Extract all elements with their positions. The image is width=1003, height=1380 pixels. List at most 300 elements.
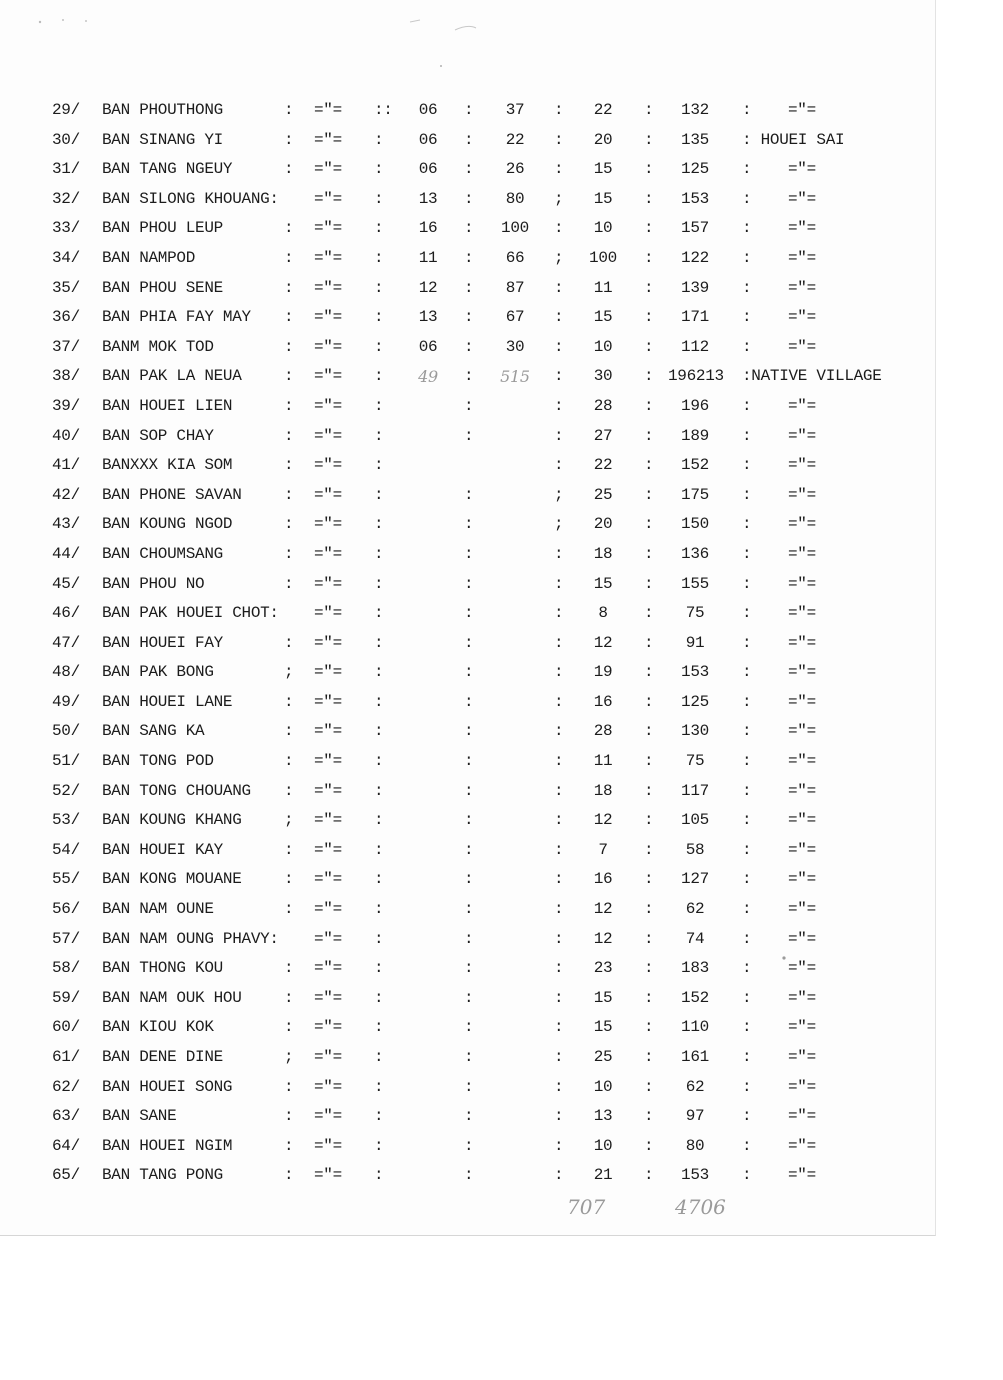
separator: : bbox=[374, 219, 384, 238]
row-number: 59/ bbox=[52, 988, 80, 1007]
value-col-4: 153 bbox=[681, 663, 709, 682]
ditto-mark: ="= bbox=[788, 544, 816, 563]
ditto-mark: ="= bbox=[314, 426, 342, 445]
ditto-mark: ="= bbox=[788, 870, 816, 889]
separator-note: : bbox=[742, 840, 752, 859]
separator: : bbox=[284, 959, 294, 978]
separator: : bbox=[644, 1136, 654, 1155]
separator: : bbox=[374, 544, 384, 563]
value-col-3: 11 bbox=[593, 278, 613, 297]
separator: : bbox=[464, 663, 474, 682]
village-name: BAN THONG KOU bbox=[102, 959, 223, 978]
village-name: BAN KONG MOUANE bbox=[102, 870, 242, 889]
separator: : bbox=[554, 633, 564, 652]
speck bbox=[39, 21, 41, 23]
ditto-mark: ="= bbox=[788, 515, 816, 534]
separator: : bbox=[644, 396, 654, 415]
value-col-4: 91 bbox=[685, 633, 705, 652]
separator-note: : bbox=[742, 278, 752, 297]
village-name: BAN DENE DINE bbox=[102, 1048, 223, 1066]
table-row bbox=[48, 275, 928, 305]
separator: ; bbox=[284, 663, 294, 682]
separator: : bbox=[284, 426, 294, 445]
separator: : bbox=[374, 840, 384, 859]
ditto-mark: ="= bbox=[314, 692, 342, 711]
ditto-mark: ="= bbox=[788, 189, 816, 208]
table-row bbox=[48, 630, 928, 660]
separator: : bbox=[284, 633, 294, 652]
separator: : bbox=[284, 1166, 294, 1185]
village-name: BAN HOUEI NGIM bbox=[102, 1136, 233, 1155]
value-col-3: 15 bbox=[593, 1018, 613, 1037]
separator: : bbox=[464, 900, 474, 919]
value-col-3: 15 bbox=[593, 574, 613, 593]
row-number: 31/ bbox=[52, 160, 80, 179]
ditto-mark: ="= bbox=[314, 722, 342, 741]
village-name: BAN PHONE SAVAN bbox=[102, 485, 242, 504]
ditto-mark: ="= bbox=[314, 811, 342, 830]
village-name: BAN PHOU LEUP bbox=[102, 219, 223, 238]
value-col-4: 157 bbox=[681, 219, 709, 238]
value-col-4: 139 bbox=[681, 278, 709, 297]
separator: : bbox=[644, 870, 654, 889]
village-name: BAN PHOUTHONG bbox=[102, 101, 223, 119]
value-col-2: 87 bbox=[505, 278, 525, 297]
separator-note: : bbox=[742, 1107, 752, 1126]
value-col-4: 155 bbox=[681, 574, 709, 593]
separator: : bbox=[284, 248, 294, 267]
separator-note: : bbox=[742, 160, 752, 179]
separator: : bbox=[464, 130, 474, 149]
row-number: 34/ bbox=[52, 248, 80, 267]
ditto-mark: ="= bbox=[314, 1077, 342, 1096]
separator: : bbox=[644, 308, 654, 327]
village-name: BAN PAK LA NEUA bbox=[102, 367, 242, 386]
ditto-mark: ="= bbox=[314, 929, 342, 948]
ditto-mark: ="= bbox=[314, 515, 342, 534]
value-col-4: 110 bbox=[681, 1018, 709, 1037]
row-number: 40/ bbox=[52, 426, 80, 445]
row-number: 52/ bbox=[52, 781, 80, 800]
separator: : bbox=[464, 1166, 474, 1185]
separator: ; bbox=[554, 189, 564, 208]
separator: : bbox=[374, 515, 384, 534]
separator: : bbox=[374, 811, 384, 830]
ditto-mark: ="= bbox=[314, 367, 342, 386]
separator-note: : bbox=[742, 633, 752, 652]
ditto-mark: ="= bbox=[788, 337, 816, 356]
separator: : bbox=[374, 633, 384, 652]
table-row bbox=[48, 541, 928, 571]
separator-note: : bbox=[742, 781, 752, 800]
separator: : bbox=[464, 722, 474, 741]
separator: : bbox=[554, 663, 564, 682]
table-row bbox=[48, 896, 928, 926]
ditto-mark: ="= bbox=[788, 692, 816, 711]
value-col-4: 122 bbox=[681, 248, 709, 267]
table-row bbox=[48, 778, 928, 808]
separator: : bbox=[554, 308, 564, 327]
value-col-2: 66 bbox=[505, 248, 525, 267]
ditto-mark: ="= bbox=[788, 1166, 816, 1185]
village-name: BAN PAK HOUEI CHOT: bbox=[102, 604, 279, 623]
row-number: 62/ bbox=[52, 1077, 80, 1096]
separator: : bbox=[284, 130, 294, 149]
table-row bbox=[48, 452, 928, 482]
separator-note: : bbox=[742, 1077, 752, 1096]
separator: : bbox=[374, 1136, 384, 1155]
value-col-3: 12 bbox=[593, 929, 613, 948]
separator: : bbox=[644, 426, 654, 445]
table-row bbox=[48, 1103, 928, 1133]
village-name: BAN PAK BONG bbox=[102, 663, 214, 682]
separator-note: : bbox=[742, 959, 752, 978]
table-row bbox=[48, 748, 928, 778]
separator: : bbox=[284, 337, 294, 356]
table-row bbox=[48, 1074, 928, 1104]
separator: : bbox=[284, 900, 294, 919]
ditto-mark: ="= bbox=[788, 604, 816, 623]
table-row bbox=[48, 600, 928, 630]
value-col-3: 27 bbox=[593, 426, 613, 445]
separator: : bbox=[374, 189, 384, 208]
value-col-1: 49 bbox=[418, 367, 438, 387]
separator: : bbox=[644, 663, 654, 682]
ditto-mark: ="= bbox=[314, 1166, 342, 1185]
ditto-mark: ="= bbox=[314, 988, 342, 1007]
separator: : bbox=[464, 278, 474, 297]
ditto-mark: ="= bbox=[788, 1107, 816, 1126]
separator: : bbox=[374, 456, 384, 475]
ditto-mark: ="= bbox=[788, 722, 816, 741]
handwritten-total-a: 707 bbox=[567, 1195, 606, 1219]
village-name: BAN PHOU NO bbox=[102, 574, 205, 593]
ditto-mark: ="= bbox=[788, 781, 816, 800]
table-row bbox=[48, 1133, 928, 1163]
value-col-4: 161 bbox=[681, 1048, 709, 1066]
value-col-4: 196213 bbox=[668, 367, 724, 386]
separator: : bbox=[284, 160, 294, 179]
table-row bbox=[48, 866, 928, 896]
separator: : bbox=[464, 929, 474, 948]
separator-note: : bbox=[742, 337, 752, 356]
separator: : bbox=[554, 692, 564, 711]
separator: : bbox=[644, 781, 654, 800]
value-col-4: 80 bbox=[685, 1136, 705, 1155]
ditto-mark: ="= bbox=[314, 308, 342, 327]
separator: : bbox=[374, 574, 384, 593]
ditto-mark: ="= bbox=[788, 959, 816, 978]
separator: : bbox=[374, 870, 384, 889]
value-col-2: 26 bbox=[505, 160, 525, 179]
value-col-2: 22 bbox=[505, 130, 525, 149]
value-col-2: 80 bbox=[505, 189, 525, 208]
separator-note: : bbox=[742, 1166, 752, 1185]
village-name: BAN SANE bbox=[102, 1107, 177, 1126]
separator: : bbox=[554, 1018, 564, 1037]
village-name: BANXXX KIA SOM bbox=[102, 456, 233, 475]
separator: : bbox=[554, 900, 564, 919]
separator: : bbox=[464, 189, 474, 208]
village-name: BAN HOUEI SONG bbox=[102, 1077, 233, 1096]
separator: : bbox=[374, 663, 384, 682]
row-number: 39/ bbox=[52, 396, 80, 415]
row-number: 53/ bbox=[52, 811, 80, 830]
separator: : bbox=[644, 1107, 654, 1126]
separator: : bbox=[644, 1018, 654, 1037]
separator: : bbox=[554, 722, 564, 741]
separator: : bbox=[284, 1136, 294, 1155]
table-row bbox=[48, 1162, 928, 1192]
ditto-mark: ="= bbox=[788, 456, 816, 475]
ditto-mark: ="= bbox=[314, 485, 342, 504]
table-row bbox=[48, 985, 928, 1015]
row-number: 32/ bbox=[52, 189, 80, 208]
separator: : bbox=[374, 752, 384, 771]
ditto-mark: ="= bbox=[314, 396, 342, 415]
ditto-mark: ="= bbox=[788, 485, 816, 504]
separator: : bbox=[374, 988, 384, 1007]
separator: : bbox=[464, 811, 474, 830]
separator: : bbox=[554, 160, 564, 179]
speck-stroke bbox=[410, 20, 420, 22]
row-number: 55/ bbox=[52, 870, 80, 889]
value-col-3: 11 bbox=[593, 752, 613, 771]
separator: : bbox=[554, 840, 564, 859]
value-col-1: 06 bbox=[418, 160, 438, 179]
separator: : bbox=[554, 337, 564, 356]
value-col-1: 13 bbox=[418, 189, 438, 208]
separator: : bbox=[554, 456, 564, 475]
value-col-1: 06 bbox=[418, 337, 438, 356]
separator: : bbox=[374, 1048, 384, 1066]
value-col-3: 10 bbox=[593, 1077, 613, 1096]
separator-note: : bbox=[742, 1048, 752, 1066]
table-row bbox=[48, 215, 928, 245]
value-col-4: 152 bbox=[681, 988, 709, 1007]
separator: : bbox=[284, 101, 294, 119]
separator: : bbox=[554, 929, 564, 948]
value-col-3: 28 bbox=[593, 396, 613, 415]
separator: : bbox=[554, 101, 564, 119]
row-number: 43/ bbox=[52, 515, 80, 534]
separator: : bbox=[284, 1018, 294, 1037]
value-col-4: 127 bbox=[681, 870, 709, 889]
separator: : bbox=[464, 870, 474, 889]
separator: : bbox=[464, 1048, 474, 1066]
value-col-1: 06 bbox=[418, 130, 438, 149]
separator: : bbox=[644, 604, 654, 623]
value-col-4: 62 bbox=[685, 1077, 705, 1096]
separator: : bbox=[464, 248, 474, 267]
table-row bbox=[48, 659, 928, 689]
ditto-mark: ="= bbox=[788, 988, 816, 1007]
separator: : bbox=[644, 722, 654, 741]
separator-note: : bbox=[742, 870, 752, 889]
separator: ; bbox=[554, 515, 564, 534]
value-col-3: 16 bbox=[593, 692, 613, 711]
separator: : bbox=[464, 308, 474, 327]
separator: : bbox=[464, 574, 474, 593]
separator: : bbox=[374, 160, 384, 179]
separator: : bbox=[284, 1107, 294, 1126]
value-col-4: 136 bbox=[681, 544, 709, 563]
value-col-3: 10 bbox=[593, 219, 613, 238]
row-number: 50/ bbox=[52, 722, 80, 741]
ditto-mark: ="= bbox=[314, 160, 342, 179]
ditto-mark: ="= bbox=[314, 1107, 342, 1126]
value-col-3: 12 bbox=[593, 811, 613, 830]
value-col-4: 130 bbox=[681, 722, 709, 741]
row-number: 35/ bbox=[52, 278, 80, 297]
value-col-3: 20 bbox=[593, 130, 613, 149]
separator-note: : bbox=[742, 1136, 752, 1155]
value-col-2: 100 bbox=[501, 219, 529, 238]
value-col-4: 132 bbox=[681, 101, 709, 119]
separator: : bbox=[644, 811, 654, 830]
ditto-mark: ="= bbox=[788, 248, 816, 267]
village-name: BAN NAM OUNE bbox=[102, 900, 214, 919]
ditto-mark: ="= bbox=[788, 840, 816, 859]
separator: : bbox=[644, 752, 654, 771]
row-number: 42/ bbox=[52, 485, 80, 504]
row-number: 63/ bbox=[52, 1107, 80, 1126]
separator: ; bbox=[554, 485, 564, 504]
value-col-4: 125 bbox=[681, 160, 709, 179]
separator-note: : bbox=[742, 219, 752, 238]
separator: : bbox=[374, 900, 384, 919]
ditto-mark: ="= bbox=[314, 752, 342, 771]
separator-note: : bbox=[742, 722, 752, 741]
separator-note: : bbox=[742, 929, 752, 948]
row-number: 38/ bbox=[52, 367, 80, 386]
separator: : bbox=[374, 308, 384, 327]
value-col-3: 30 bbox=[593, 367, 613, 386]
separator: : bbox=[554, 1077, 564, 1096]
separator: : bbox=[644, 988, 654, 1007]
separator: : bbox=[284, 219, 294, 238]
separator-note: : bbox=[742, 1018, 752, 1037]
ditto-mark: ="= bbox=[788, 308, 816, 327]
separator: : bbox=[644, 1048, 654, 1066]
row-number: 47/ bbox=[52, 633, 80, 652]
table-row bbox=[48, 423, 928, 453]
separator: : bbox=[284, 574, 294, 593]
row-number: 60/ bbox=[52, 1018, 80, 1037]
separator: : bbox=[644, 101, 654, 119]
separator-note: : bbox=[742, 189, 752, 208]
table-row bbox=[48, 1014, 928, 1044]
separator: : bbox=[554, 219, 564, 238]
ditto-mark: ="= bbox=[314, 278, 342, 297]
separator-note: : bbox=[742, 308, 752, 327]
separator: : bbox=[644, 485, 654, 504]
separator: : bbox=[374, 1166, 384, 1185]
ditto-mark: ="= bbox=[788, 396, 816, 415]
value-col-3: 18 bbox=[593, 781, 613, 800]
separator-note: : bbox=[742, 663, 752, 682]
ditto-mark: ="= bbox=[788, 752, 816, 771]
value-col-2: 37 bbox=[505, 101, 525, 119]
ditto-mark: ="= bbox=[314, 663, 342, 682]
row-number: 49/ bbox=[52, 692, 80, 711]
value-col-3: 22 bbox=[593, 456, 613, 475]
separator: : bbox=[554, 278, 564, 297]
separator: : bbox=[374, 130, 384, 149]
value-col-2: 67 bbox=[505, 308, 525, 327]
separator: : bbox=[284, 870, 294, 889]
separator: : bbox=[644, 929, 654, 948]
row-number: 45/ bbox=[52, 574, 80, 593]
village-name: BAN HOUEI LIEN bbox=[102, 396, 233, 415]
value-col-3: 10 bbox=[593, 337, 613, 356]
separator: : bbox=[644, 456, 654, 475]
row-number: 65/ bbox=[52, 1166, 80, 1185]
separator: : bbox=[554, 870, 564, 889]
separator: : bbox=[464, 633, 474, 652]
row-number: 54/ bbox=[52, 840, 80, 859]
ditto-mark: ="= bbox=[314, 456, 342, 475]
table-row bbox=[48, 955, 928, 985]
separator: : bbox=[644, 160, 654, 179]
village-name: BAN TANG PONG bbox=[102, 1166, 223, 1185]
value-col-4: 58 bbox=[685, 840, 705, 859]
value-col-4: 196 bbox=[681, 396, 709, 415]
separator: : bbox=[554, 811, 564, 830]
separator: : bbox=[554, 781, 564, 800]
row-number: 41/ bbox=[52, 456, 80, 475]
ditto-mark: ="= bbox=[788, 160, 816, 179]
ditto-mark: ="= bbox=[314, 189, 342, 208]
village-name: BAN SOP CHAY bbox=[102, 426, 214, 445]
row-number: 37/ bbox=[52, 337, 80, 356]
separator: : bbox=[554, 574, 564, 593]
table-row bbox=[48, 156, 928, 186]
value-col-3: 15 bbox=[593, 189, 613, 208]
separator: : bbox=[374, 278, 384, 297]
table-row bbox=[48, 837, 928, 867]
village-name: BAN SILONG KHOUANG: bbox=[102, 189, 279, 208]
ditto-mark: ="= bbox=[788, 811, 816, 830]
value-col-4: 75 bbox=[685, 604, 705, 623]
separator: : bbox=[464, 604, 474, 623]
separator: : bbox=[374, 1107, 384, 1126]
ditto-mark: ="= bbox=[788, 1077, 816, 1096]
row-number: 51/ bbox=[52, 752, 80, 771]
table-row bbox=[48, 689, 928, 719]
value-col-3: 15 bbox=[593, 988, 613, 1007]
value-col-3: 19 bbox=[593, 663, 613, 682]
separator: : bbox=[644, 278, 654, 297]
separator: : bbox=[554, 130, 564, 149]
separator: : bbox=[374, 367, 384, 386]
separator: : bbox=[464, 101, 474, 119]
separator: : bbox=[644, 1166, 654, 1185]
value-col-3: 23 bbox=[593, 959, 613, 978]
row-number: 48/ bbox=[52, 663, 80, 682]
separator: : bbox=[464, 1107, 474, 1126]
ditto-mark: ="= bbox=[314, 130, 342, 149]
value-col-1: 12 bbox=[418, 278, 438, 297]
separator: : bbox=[284, 485, 294, 504]
value-col-4: 150 bbox=[681, 515, 709, 534]
separator: : bbox=[554, 396, 564, 415]
separator: : bbox=[644, 367, 654, 386]
row-number: 64/ bbox=[52, 1136, 80, 1155]
ditto-mark: ="= bbox=[314, 248, 342, 267]
ditto-mark: ="= bbox=[314, 101, 342, 119]
separator: : bbox=[284, 515, 294, 534]
